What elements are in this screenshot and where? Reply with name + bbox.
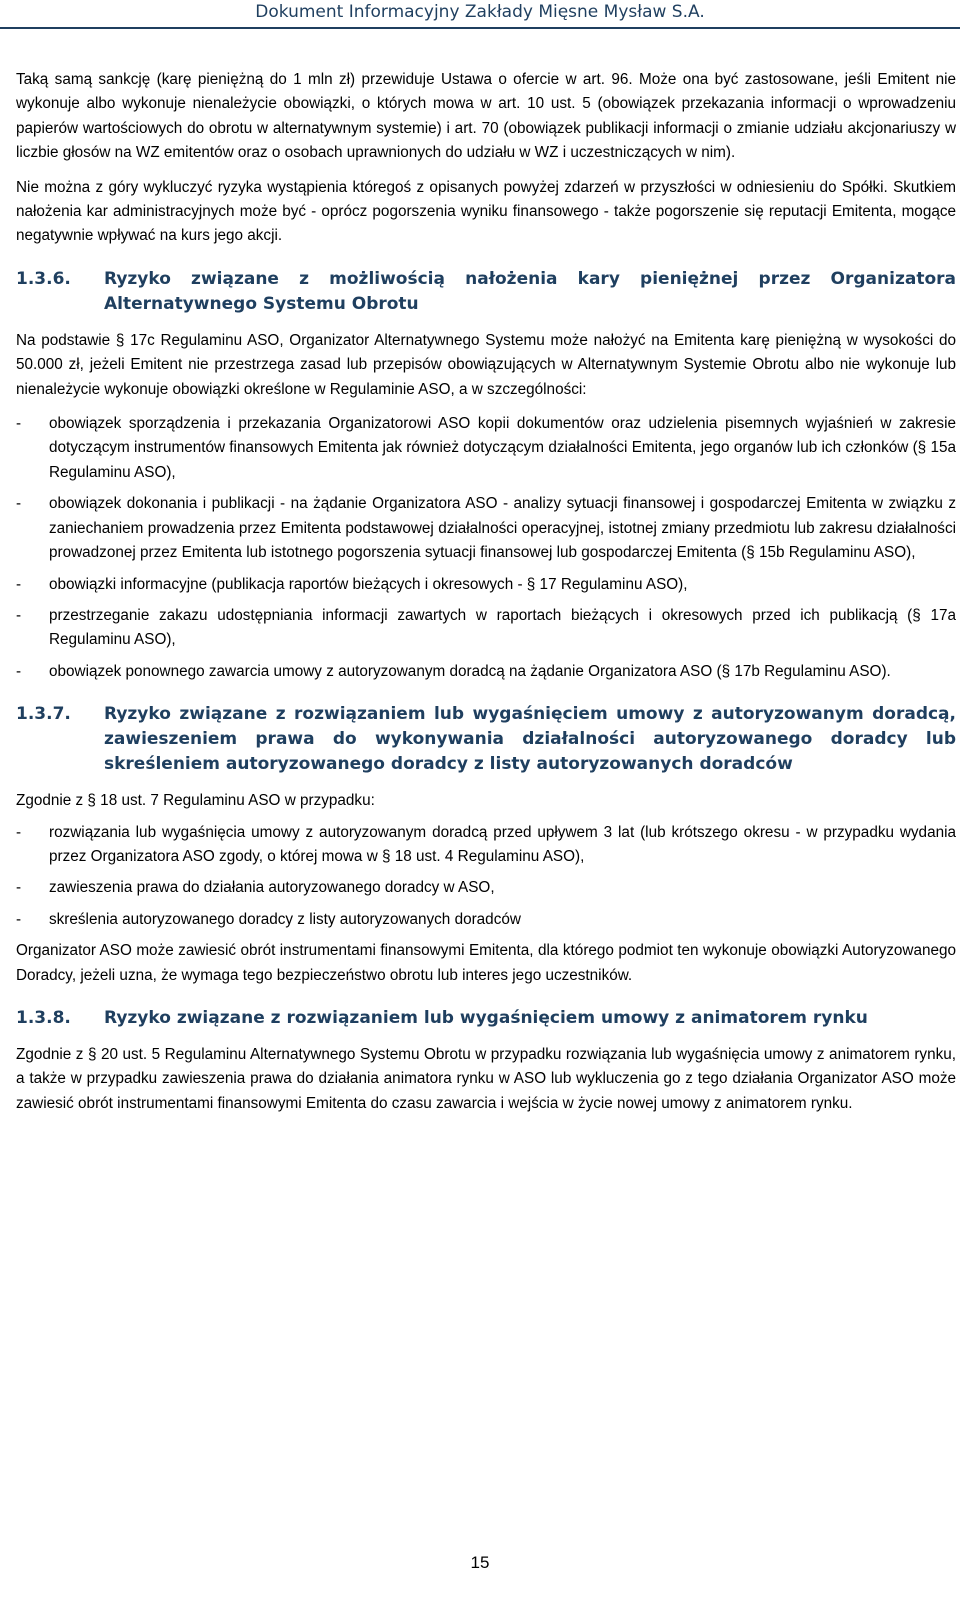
list-item-text: rozwiązania lub wygaśnięcia umowy z autoryzowanym doradcą przed upływem 3 lat (lub krótszego okresu - w przypadku wydania przez Organizatora ASO zgody, o której mowa w § 18 ust. 4 Regulaminu ASO), xyxy=(49,823,956,865)
section-number: 1.3.8. xyxy=(16,1007,71,1028)
section-1-3-8-heading xyxy=(16,1006,956,1031)
section-title: Ryzyko związane z rozwiązaniem lub wygaśnięciem umowy z animatorem rynku xyxy=(104,1007,868,1028)
page-content xyxy=(16,68,956,1116)
list-item: - obowiązek sporządzenia i przekazania Organizatorowi ASO kopii dokumentów oraz udzielenia pisemnych wyjaśnień w zakresie dotyczącym instrumentów finansowych Emitenta jak również dotyczącym działalności Emitenta, jego organów lub ich członków (§ 15a Regulaminu ASO), xyxy=(16,415,956,481)
section-number: 1.3.6. xyxy=(16,268,71,289)
list-item-text: przestrzeganie zakazu udostępniania informacji zawartych w raportach bieżących i okresowych przed ich publikacją (§ 17a Regulaminu ASO), xyxy=(49,606,956,649)
section-1-3-7-intro: Zgodnie z § 18 ust. 7 Regulaminu ASO w przypadku: xyxy=(16,792,375,810)
page-number: 15 xyxy=(470,1553,490,1572)
section-1-3-7-outro: Organizator ASO może zawiesić obrót instrumentami finansowymi Emitenta, dla którego podmiot ten wykonuje obowiązki Autoryzowanego Doradcy, jeżeli uzna, że wymaga tego bezpieczeństwo obrotu lub interes jego uczestników. xyxy=(16,942,956,984)
section-1-3-6-list xyxy=(16,412,956,684)
list-item-text: obowiązek dokonania i publikacji - na żądanie Organizatora ASO - analizy sytuacji finansowej i gospodarczej Emitenta w związku z zaniechaniem prowadzenia przez Emitenta podstawowej działalności operacyjnej, istotnej zmiany przedmiotu lub zakresu działalności prowadzonej przez Emitenta lub istotnego pogorszenia sytuacji finansowej lub gospodarczej Emitenta (§ 15b Regulaminu ASO), xyxy=(49,495,956,562)
intro-paragraph-1: Taką samą sankcję (karę pieniężną do 1 mln zł) przewiduje Ustawa o ofercie w art. 96. Może ona być zastosowane, jeśli Emitent nie wykonuje albo wykonuje nienależycie obowiązki, o których mowa w art. 10 ust. 5 (obowiązek przekazania informacji o wprowadzeniu papierów wartościowych do obrotu w alternatywnym systemie) i art. 70 (obowiązek publikacji informacji o zmianie udziału akcjonariuszy w liczbie głosów na WZ emitentów oraz o osobach uprawnionych do udziału w WZ i uczestniczących w nim). xyxy=(16,71,956,162)
section-1-3-6-intro: Na podstawie § 17c Regulaminu ASO, Organizator Alternatywnego Systemu może nałożyć na Emitenta karę pieniężną w wysokości do 50.000 zł, jeżeli Emitent nie przestrzega zasad lub przepisów obowiązujących w Alternatywnym Systemie Obrotu albo nie wykonuje lub nienależycie wykonuje obowiązki określone w Regulaminie ASO, a w szczególności: xyxy=(16,331,956,398)
section-1-3-7-heading xyxy=(16,702,956,777)
section-1-3-8-text: Zgodnie z § 20 ust. 5 Regulaminu Alternatywnego Systemu Obrotu w przypadku rozwiązania lub wygaśnięcia umowy z animatorem rynku, a także w przypadku zawieszenia prawa do działania animatora rynku w ASO lub wykluczenia go z tego działania Organizator ASO może zawiesić obrót instrumentami finansowymi Emitenta do czasu zawarcia i wejścia w życie nowej umowy z animatorem rynku. xyxy=(16,1045,956,1112)
section-1-3-6-heading xyxy=(16,267,956,317)
list-item: - obowiązek ponownego zawarcia umowy z autoryzowanym doradcą na żądanie Organizatora ASO (§ 17b Regulaminu ASO). xyxy=(16,662,891,680)
section-title: Ryzyko związane z rozwiązaniem lub wygaśnięciem umowy z autoryzowanym doradcą, zawieszeniem prawa do wykonywania działalności autoryzowanego doradcy lub skreśleniem autoryzowanego doradcy z listy autoryzowanych doradców xyxy=(104,704,956,775)
list-item: - obowiązek dokonania i publikacji - na żądanie Organizatora ASO - analizy sytuacji finansowej i gospodarczej Emitenta w związku z zaniechaniem prowadzenia przez Emitenta podstawowej działalności operacyjnej, istotnej zmiany przedmiotu lub zakresu działalności prowadzonej przez Emitenta lub istotnego pogorszenia sytuacji finansowej lub gospodarczej Emitenta (§ 15b Regulaminu ASO), xyxy=(16,495,956,562)
list-item-text: obowiązek ponownego zawarcia umowy z autoryzowanym doradcą na żądanie Organizatora ASO (§ 17b Regulaminu ASO). xyxy=(49,662,891,680)
section-number: 1.3.7. xyxy=(16,704,71,725)
list-item-text: skreślenia autoryzowanego doradcy z listy autoryzowanych doradców xyxy=(49,910,521,928)
document-header: Dokument Informacyjny Zakłady Mięsne Mysław S.A. xyxy=(255,2,705,22)
list-item-text: zawieszenia prawa do działania autoryzowanego doradcy w ASO, xyxy=(49,879,495,897)
list-item: - przestrzeganie zakazu udostępniania informacji zawartych w raportach bieżących i okresowych przed ich publikacją (§ 17a Regulaminu ASO), xyxy=(16,606,956,649)
list-item: - rozwiązania lub wygaśnięcia umowy z autoryzowanym doradcą przed upływem 3 lat (lub krótszego okresu - w przypadku wydania przez Organizatora ASO zgody, o której mowa w § 18 ust. 4 Regulaminu ASO), xyxy=(16,823,956,865)
list-item: - obowiązki informacyjne (publikacja raportów bieżących i okresowych - § 17 Regulaminu ASO), xyxy=(16,575,688,593)
header-divider xyxy=(0,27,960,29)
list-item-text: obowiązki informacyjne (publikacja raportów bieżących i okresowych - § 17 Regulaminu ASO), xyxy=(49,575,688,593)
section-1-3-7-list xyxy=(16,821,956,933)
list-item: - zawieszenia prawa do działania autoryzowanego doradcy w ASO, xyxy=(16,879,495,897)
intro-paragraph-2: Nie można z góry wykluczyć ryzyka wystąpienia któregoś z opisanych powyżej zdarzeń w przyszłości w odniesieniu do Spółki. Skutkiem nałożenia kar administracyjnych może być - oprócz pogorszenia wyniku finansowego - także pogorszenie się reputacji Emitenta, mogące negatywnie wpływać na kurs jego akcji. xyxy=(16,178,956,245)
list-item: - skreślenia autoryzowanego doradcy z listy autoryzowanych doradców xyxy=(16,910,521,928)
section-title: Ryzyko związane z możliwością nałożenia kary pieniężnej przez Organizatora Alternatywnego Systemu Obrotu xyxy=(104,268,956,314)
list-item-text: obowiązek sporządzenia i przekazania Organizatorowi ASO kopii dokumentów oraz udzielenia pisemnych wyjaśnień w zakresie dotyczącym instrumentów finansowych Emitenta jak również dotyczącym działalności Emitenta, jego organów lub ich członków (§ 15a Regulaminu ASO), xyxy=(49,415,956,481)
